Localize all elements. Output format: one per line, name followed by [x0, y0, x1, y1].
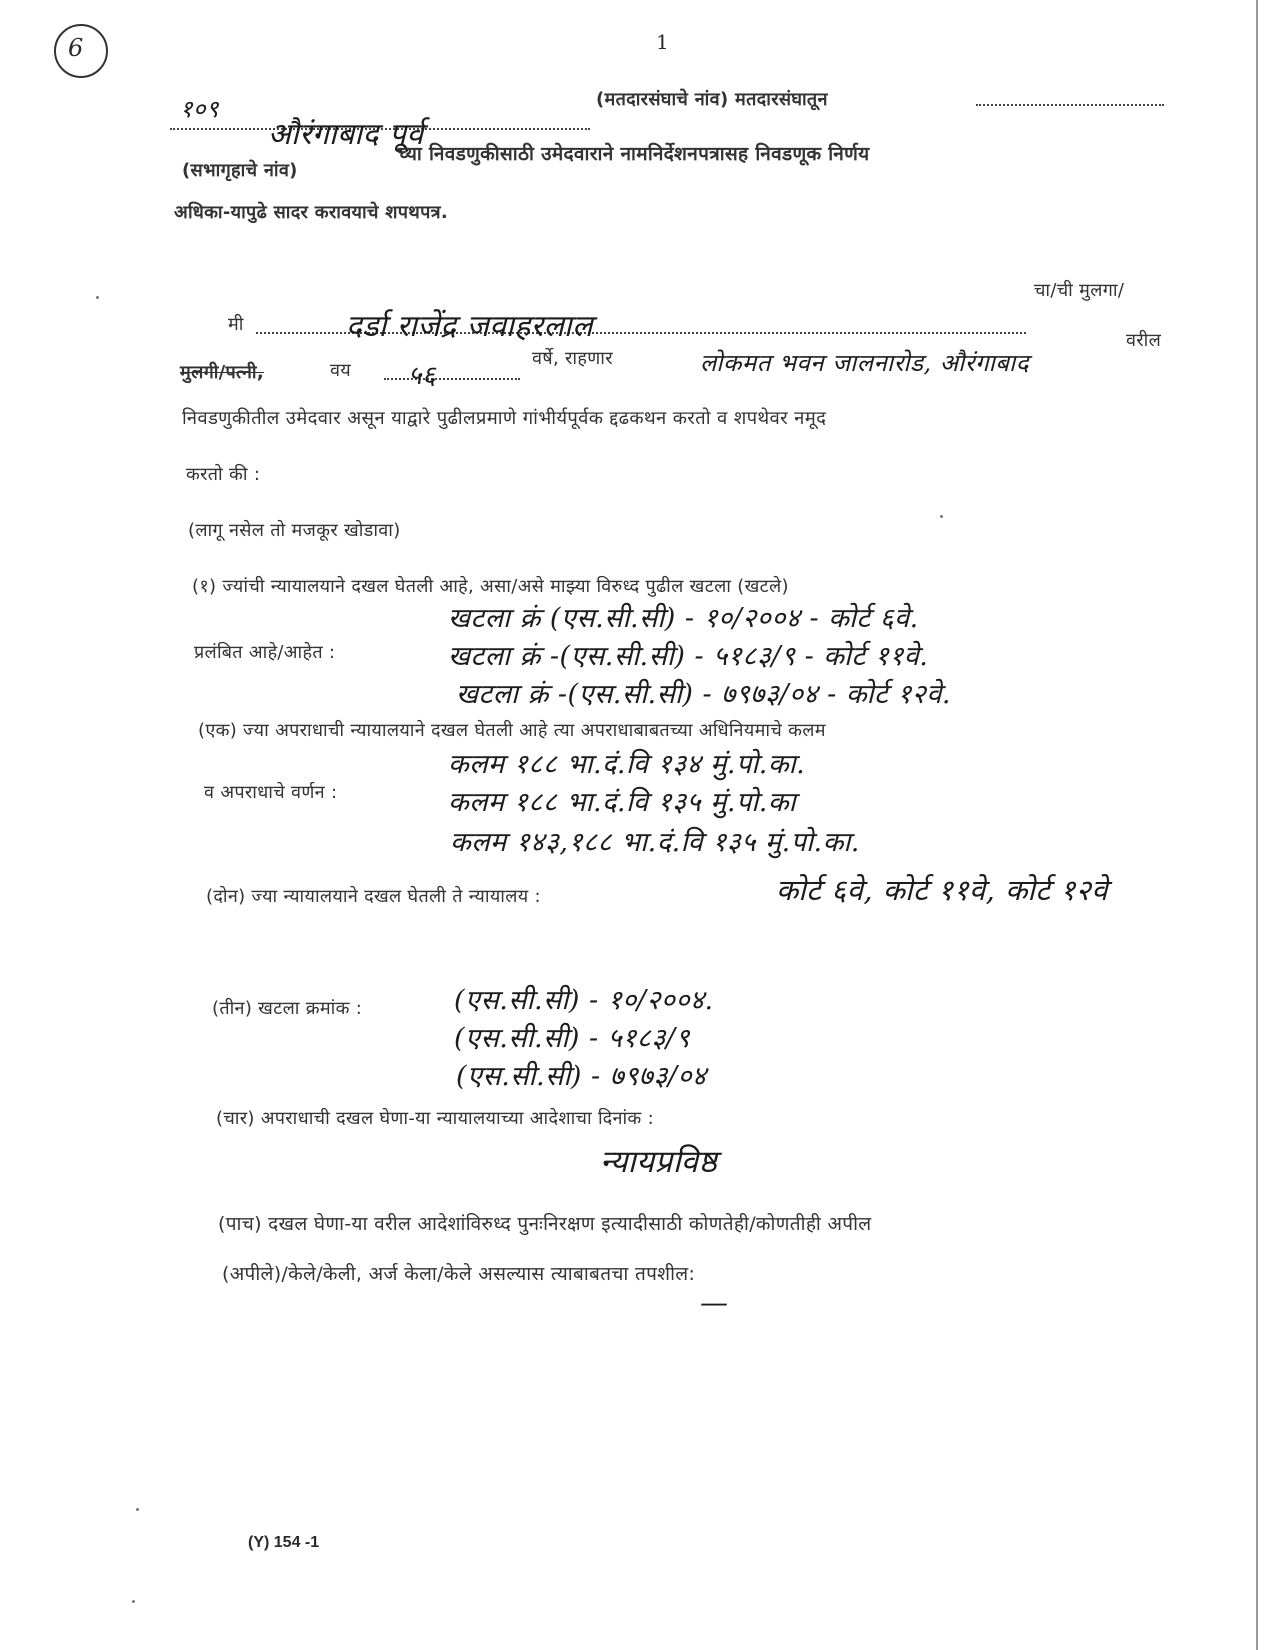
assembly-label: (सभागृहाचे नांव)	[182, 160, 298, 181]
instruction-strike-text: (लागू नसेल तो मजकूर खोडावा)	[188, 520, 401, 541]
age-label: वय	[330, 360, 352, 381]
scan-speck	[132, 1600, 135, 1603]
statement-line-2: करतो की :	[186, 464, 261, 485]
item-don-courts: कोर्ट ६वे, कोर्ट ११वे, कोर्ट १२वे	[776, 873, 1108, 907]
header-trailing-dots	[976, 104, 1164, 106]
item1-case-2: खटला क्रं -(एस.सी.सी) - ५१८३/९ - कोर्ट ११वे.	[448, 641, 929, 672]
item-ek-desc-label: व अपराधाचे वर्णन :	[204, 782, 338, 803]
item-ek-section-2: कलम १८८ भा.दं.वि १३५ मुं.पो.का	[448, 787, 797, 818]
item-pach-value: —	[700, 1286, 729, 1319]
scan-speck	[940, 515, 943, 518]
item1-pending-label: प्रलंबित आहे/आहेत :	[194, 642, 336, 663]
relation-options: चा/ची मुलगा/	[1034, 280, 1125, 301]
page-edge	[1256, 0, 1258, 1650]
item-teen-case-2: (एस.सी.सी) - ५१८३/९	[454, 1023, 690, 1054]
constituency-name: औरंगाबाद पूर्व	[268, 117, 424, 152]
item1-case-3: खटला क्रं -(एस.सी.सी) - ७९७३/०४ - कोर्ट १२वे.	[456, 679, 951, 710]
statement-line-1: निवडणुकीतील उमेदवार असून याद्वारे पुढीलप्रमाणे गांभीर्यपूर्वक द्दढकथन करतो व शपथेवर नमूद	[182, 408, 827, 429]
years-label: वर्षे, राहणार	[532, 348, 613, 369]
age-dotted-line	[384, 378, 520, 380]
declarant-name: दर्डा राजेंद्र जवाहरलाल	[346, 309, 593, 344]
header-line-3: अधिका-यापुढे सादर करावयाचे शपथपत्र.	[174, 202, 449, 223]
header-line-2: च्या निवडणुकीसाठी उमेदवाराने नामनिर्देशनपत्रासह निवडणूक निर्णय	[398, 143, 870, 165]
item-teen-label: (तीन) खटला क्रमांक :	[212, 998, 363, 1019]
above-label: वरील	[1126, 330, 1162, 351]
item-ek-section-1: कलम १८८ भा.दं.वि १३४ मुं.पो.का.	[448, 749, 806, 780]
item-teen-case-3: (एस.सी.सी) - ७९७३/०४	[456, 1061, 707, 1092]
item1-case-1: खटला क्रं (एस.सी.सी) - १०/२००४ - कोर्ट ६वे.	[448, 603, 919, 634]
item-ek-section-3: कलम १४३,१८८ भा.दं.वि १३५ मुं.पो.का.	[450, 827, 860, 858]
relation-options-2: मुलगी/पत्नी,	[180, 362, 264, 383]
declarant-prefix: मी	[228, 314, 244, 335]
constituency-number: १०९	[180, 95, 219, 123]
declarant-age: ५६	[408, 361, 437, 391]
item-pach-line-1: (पाच) दखल घेणा-या वरील आदेशांविरुध्द पुनःनिरक्षण इत्यादीसाठी कोणतेही/कोणतीही अपील	[218, 1213, 872, 1235]
scan-speck	[136, 1508, 139, 1511]
constituency-label: (मतदारसंघाचे नांव) मतदारसंघातून	[596, 89, 828, 110]
item-pach-line-2: (अपीले)/केले/केली, अर्ज केला/केले असल्यास त्याबाबतचा तपशील:	[222, 1263, 696, 1285]
item-don-label: (दोन) ज्या न्यायालयाने दखल घेतली ते न्यायालय :	[206, 886, 541, 907]
item-ek-line-1: (एक) ज्या अपराधाची न्यायालयाने दखल घेतली आहे त्या अपराधाबाबतच्या अधिनियमाचे कलम	[198, 720, 826, 741]
page-number: 1	[656, 30, 669, 54]
circled-page-stamp	[54, 24, 108, 78]
scan-speck	[96, 296, 99, 299]
item-char-value: न्यायप्रविष्ठ	[600, 1144, 718, 1180]
item1-line-1: (१) ज्यांची न्यायालयाने दखल घेतली आहे, असा/असे माझ्या विरुध्द पुढील खटला (खटले)	[192, 576, 789, 597]
declarant-address: लोकमत भवन जालनारोड, औरंगाबाद	[700, 349, 1029, 377]
item-teen-case-1: (एस.सी.सी) - १०/२००४.	[454, 985, 714, 1016]
stamp-number: 6	[68, 34, 84, 62]
form-code: (Y) 154 -1	[248, 1534, 320, 1551]
item-char-label: (चार) अपराधाची दखल घेणा-या न्यायालयाच्या आदेशाचा दिनांक :	[216, 1108, 654, 1129]
